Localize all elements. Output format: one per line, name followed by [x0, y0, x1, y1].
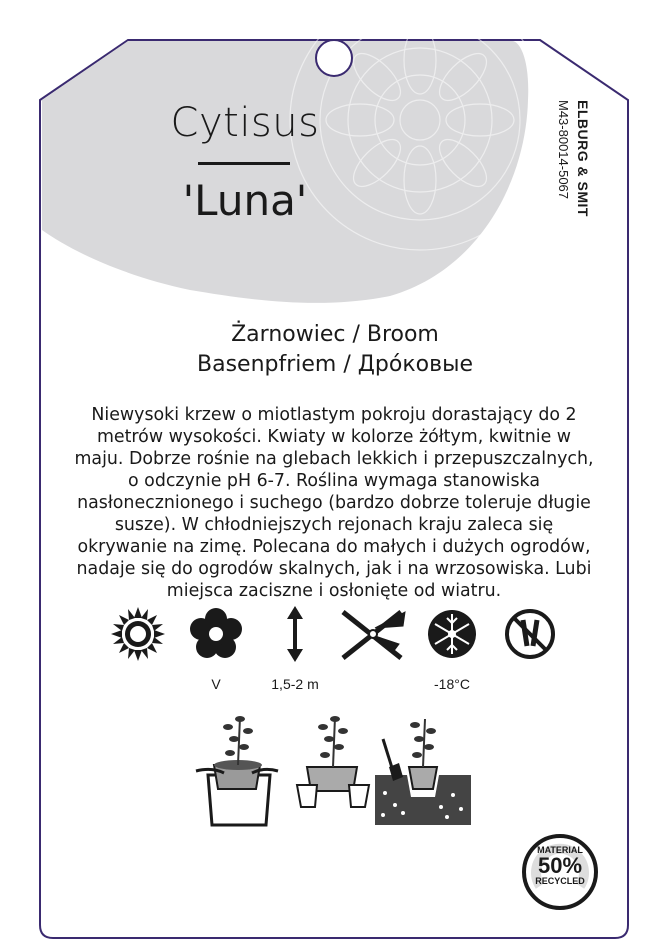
- hardiness-caption: -18°C: [434, 676, 470, 692]
- flower-icon: [190, 608, 242, 658]
- frost-icon: [428, 610, 476, 658]
- hang-hole: [316, 40, 352, 76]
- plant-description: Niewysoki krzew o miotlastym pokroju dorastający do 2 metrów wysokości. Kwiaty w kolorze żółtym, kwitnie w maju. Dobrze rośnie na glebach lekkich i przepuszczalnych, o odczynie pH 6-7. Roślina wymaga stanowiska nasłonecznionego i suchego (bardzo dobrze toleruje długie susze). W chłodniejszych rejonach kraju zaleca się okrywanie na zimę. Polecana do małych i dużych ogrodów, nadaje się do ogrodów skalnych, jak i na wrzosowiska. Lubi miejsca zaciszne i osłonięte od wiatru.: [74, 405, 594, 601]
- planting-step-3-illustration: [375, 719, 471, 825]
- recycled-badge-text: [524, 846, 596, 886]
- badge-line-1: MATERIAL: [537, 845, 583, 855]
- cultivar-name: 'Luna': [182, 176, 308, 225]
- height-caption: 1,5-2 m: [271, 676, 319, 692]
- title-divider: [198, 162, 290, 165]
- flowering-month-caption: V: [211, 676, 221, 692]
- badge-line-3: RECYCLED: [535, 876, 585, 886]
- planting-step-2-illustration: [297, 716, 369, 807]
- height-arrow-icon: [287, 606, 303, 662]
- no-pruning-icon: [507, 611, 553, 657]
- pruning-shears-icon: [343, 612, 405, 658]
- common-names-line-2: Basenpfriem / Дрóковые: [197, 352, 473, 377]
- brand-name: ELBURG & SMIT: [575, 100, 591, 217]
- sun-icon: [111, 607, 165, 661]
- common-names-line-1: Żarnowiec / Broom: [231, 322, 439, 347]
- badge-line-2: 50%: [537, 853, 583, 878]
- grey-header-shape: [42, 41, 528, 303]
- product-code: M43-80014-5067: [556, 100, 571, 200]
- planting-step-1-illustration: [196, 716, 278, 825]
- genus-name: Cytisus: [170, 100, 320, 146]
